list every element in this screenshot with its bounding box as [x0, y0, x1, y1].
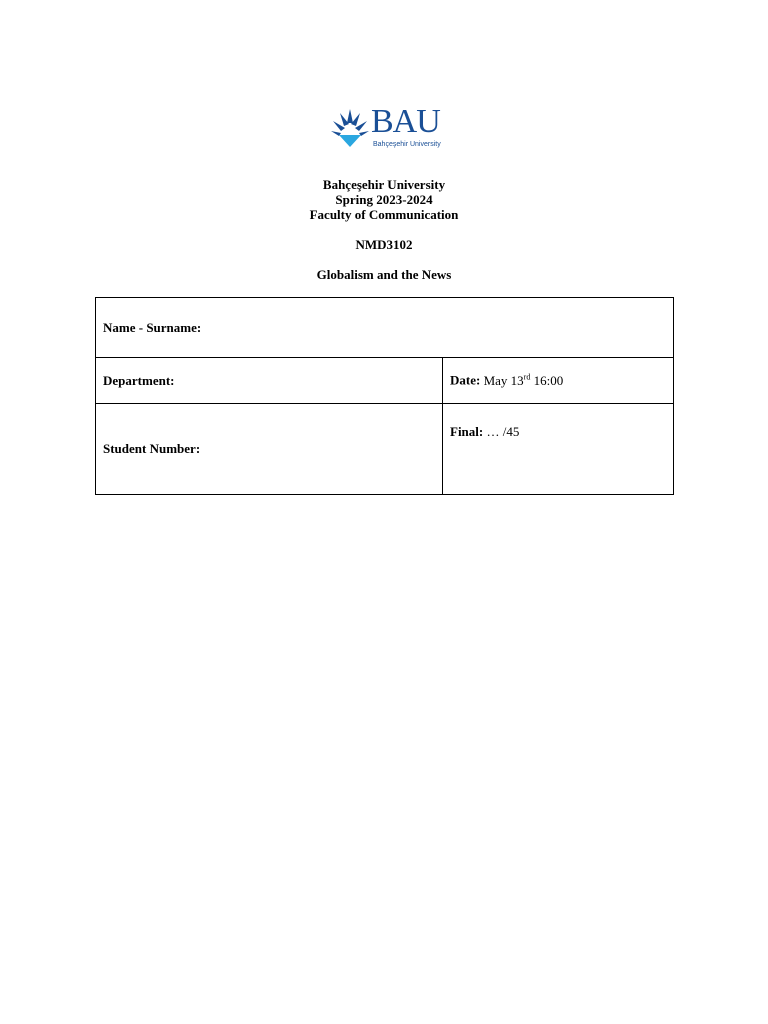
- term: Spring 2023-2024: [335, 192, 433, 207]
- date-day: May 13: [483, 372, 524, 388]
- student-number-cell[interactable]: [96, 404, 443, 495]
- date-label: Date:: [450, 372, 481, 388]
- date-cell: [443, 358, 674, 404]
- bau-emblem-icon: [331, 107, 369, 149]
- university-name: Bahçeşehir University: [322, 177, 446, 192]
- logo-subtitle: Bahçeşehir University: [373, 141, 441, 148]
- department-label: Department:: [103, 372, 175, 388]
- bau-logo: [327, 103, 445, 161]
- name-cell[interactable]: [96, 298, 674, 358]
- faculty: Faculty of Communication: [309, 207, 459, 222]
- date-value: [484, 373, 564, 388]
- student-info-table: [95, 297, 674, 495]
- final-label: Final:: [450, 424, 484, 439]
- table-row: [96, 358, 674, 404]
- table-row: [96, 404, 674, 495]
- student-number-label: Student Number:: [103, 441, 201, 456]
- course-code: NMD3102: [355, 237, 413, 252]
- department-cell[interactable]: [96, 358, 443, 404]
- final-cell: [443, 404, 674, 495]
- date-ordinal: rd: [523, 372, 531, 382]
- name-surname-label: Name - Surname:: [103, 319, 202, 335]
- table-row: [96, 298, 674, 358]
- course-title: Globalism and the News: [316, 267, 452, 282]
- date-time: 16:00: [533, 372, 564, 388]
- logo-wordmark: BAU: [371, 103, 440, 140]
- final-score: … /45: [486, 424, 520, 439]
